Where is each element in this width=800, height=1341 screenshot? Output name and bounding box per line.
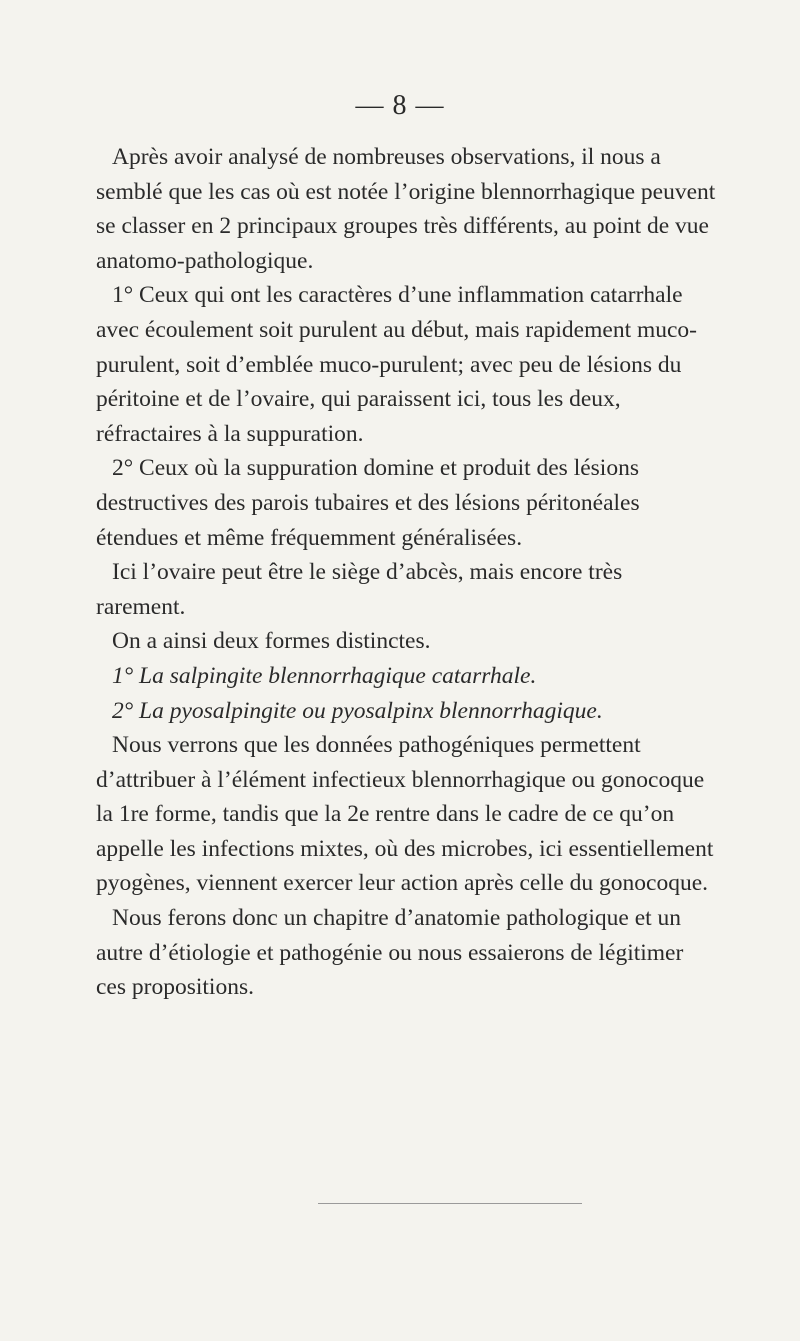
section-divider: [318, 1203, 582, 1204]
page-number: — 8 —: [355, 90, 445, 121]
paragraph-conclusion: Nous ferons donc un chapitre d’anatomie pathologique et un autre d’étiologie et pathogénie ou nous essaierons de légitimer ces propositions.: [96, 905, 684, 1001]
paragraph-pathogeny: Nous verrons que les données pathogéniques permettent d’attribuer à l’élément infectieux blennorrhagique ou gonocoque la 1re forme, tandis que la 2e rentre dans le cadre de ce qu’on appelle les infections mixtes, où des microbes, ici essentiellement pyogènes, viennent exercer leur action après celle du gonocoque.: [96, 732, 714, 897]
form-item-1: 1° La salpingite blennorrhagique catarrhale.: [112, 662, 537, 689]
paragraph-two-forms: On a ainsi deux formes distinctes.: [112, 628, 431, 655]
paragraph-ovary: Ici l’ovaire peut être le siège d’abcès, mais encore très rarement.: [96, 559, 623, 620]
paragraph-intro: Après avoir analysé de nombreuses observations, il nous a semblé que les cas où est notée l’origine blennorrhagique peuvent se classer en 2 principaux groupes très différents, au point de vue anatomo-pathologique.: [96, 144, 716, 274]
paragraph-group-1: 1° Ceux qui ont les caractères d’une inflammation catarrhale avec écoulement soit purulent au début, mais rapidement muco-purulent, soit d’emblée muco-purulent; avec peu de lésions du péritoine et de l’ovaire, qui paraissent ici, tous les deux, réfractaires à la suppuration.: [96, 282, 698, 447]
body-text: [96, 140, 716, 1005]
form-item-2: 2° La pyosalpingite ou pyosalpinx blennorrhagique.: [112, 697, 603, 724]
paragraph-group-2: 2° Ceux où la suppuration domine et produit des lésions destructives des parois tubaires et des lésions péritonéales étendues et même fréquemment généralisées.: [96, 455, 640, 551]
